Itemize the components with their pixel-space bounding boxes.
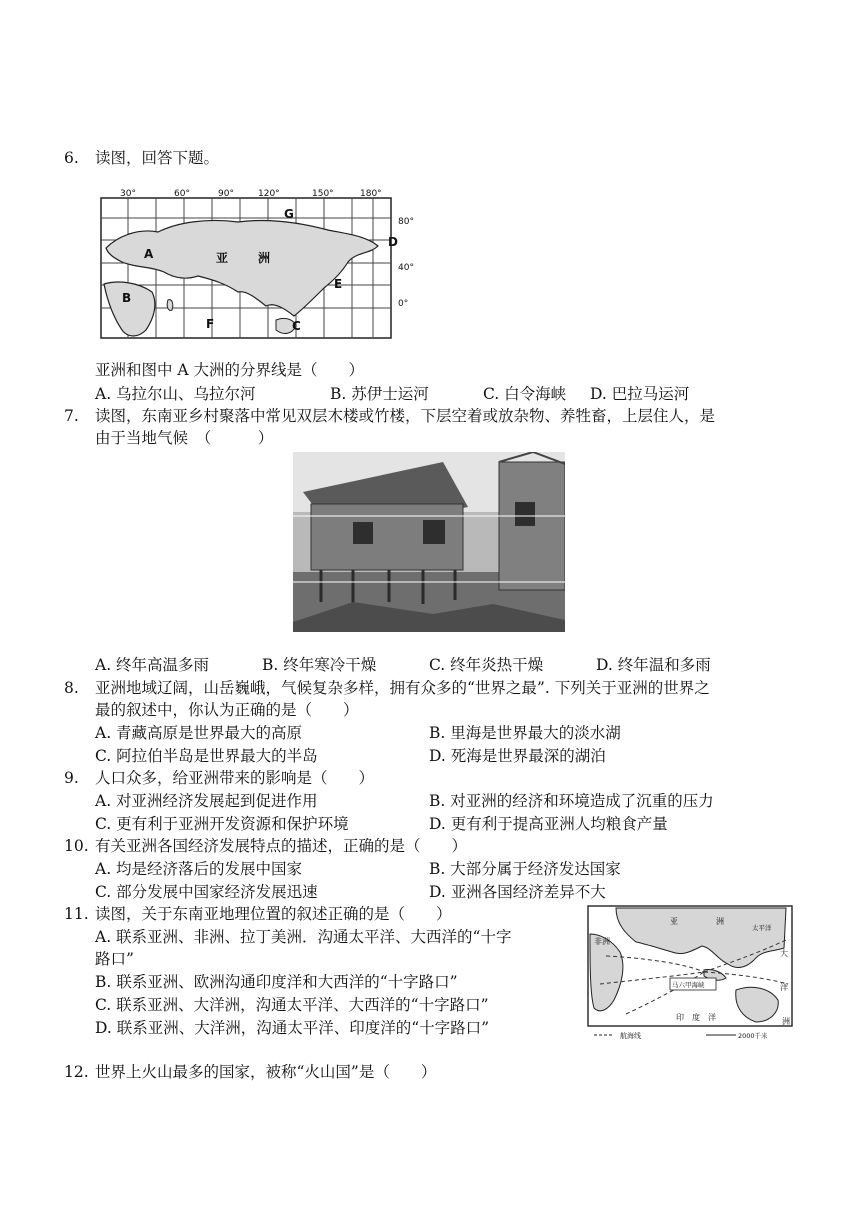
stilt-house-photo [293,452,565,632]
q10-option-a: A. 均是经济落后的发展中国家 [95,860,303,878]
q7-option-c: C. 终年炎热干燥 [429,656,544,674]
svg-text:150°: 150° [312,189,334,199]
svg-text:2000千米: 2000千米 [738,1032,768,1040]
q7-option-a: A. 终年高温多雨 [95,656,210,674]
question-7-line1: 读图，东南亚乡村聚落中常见双层木楼或竹楼，下层空着或放杂物、养牲畜，上层住人，是 [95,407,716,425]
q10-option-d: D. 亚洲各国经济差异不大 [429,883,606,901]
q8-option-d: D. 死海是世界最深的湖泊 [429,747,606,765]
svg-text:洋: 洋 [708,1013,716,1022]
q9-option-a: A. 对亚洲经济发展起到促进作用 [95,792,318,810]
svg-text:E: E [334,277,343,291]
svg-text:大: 大 [780,949,788,958]
question-9-stem: 人口众多，给亚洲带来的影响是（ ） [95,769,375,787]
svg-text:太平洋: 太平洋 [752,924,772,932]
question-6-stem: 亚洲和图中 A 大洲的分界线是（ ） [95,361,365,379]
q11-option-a-line1: A. 联系亚洲、非洲、拉丁美洲．沟通太平洋、大西洋的“十字 [95,928,512,946]
question-11-stem: 读图，关于东南亚地理位置的叙述正确的是（ ） [95,905,452,923]
q8-option-b: B. 里海是世界最大的淡水湖 [429,724,621,742]
svg-text:马六甲海峡: 马六甲海峡 [672,981,705,989]
svg-text:F: F [206,317,215,331]
svg-text:印: 印 [676,1013,684,1022]
q8-option-c: C. 阿拉伯半岛是世界最大的半岛 [95,747,318,765]
svg-text:洋: 洋 [780,983,788,992]
question-12-stem: 世界上火山最多的国家，被称“火山国”是（ ） [95,1063,437,1081]
svg-text:120°: 120° [258,189,280,199]
svg-text:180°: 180° [360,189,382,199]
svg-text:B: B [122,291,132,305]
svg-text:亚: 亚 [670,917,678,926]
q9-option-c: C. 更有利于亚洲开发资源和保护环境 [95,815,349,833]
svg-text:亚: 亚 [216,251,229,265]
q10-option-c: C. 部分发展中国家经济发展迅速 [95,883,318,901]
svg-text:非洲: 非洲 [594,937,610,946]
q7-option-b: B. 终年寒冷干燥 [262,656,377,674]
q10-option-b: B. 大部分属于经济发达国家 [429,860,621,878]
svg-text:80°: 80° [398,217,414,227]
question-6-prompt: 读图，回答下题。 [95,149,220,167]
q11-option-b: B. 联系亚洲、欧洲沟通印度洋和大西洋的“十字路口” [95,973,458,991]
svg-text:洲: 洲 [716,917,724,926]
svg-text:D: D [388,235,398,249]
svg-text:度: 度 [692,1013,700,1022]
question-8-line2: 最的叙述中，你认为正确的是（ ） [95,701,359,719]
svg-text:40°: 40° [398,263,414,273]
svg-text:A: A [144,247,154,261]
question-10-stem: 有关亚洲各国经济发展特点的描述，正确的是（ ） [95,837,468,855]
q8-option-a: A. 青藏高原是世界最大的高原 [95,724,303,742]
q6-option-c: C. 白令海峡 [483,385,567,403]
q11-option-d: D. 联系亚洲、大洋洲，沟通太平洋、印度洋的“十字路口” [95,1019,490,1037]
q11-option-a-line2: 路口” [95,950,134,968]
q6-option-a: A. 乌拉尔山、乌拉尔河 [95,385,256,403]
svg-text:60°: 60° [174,189,190,199]
svg-text:航海线: 航海线 [620,1032,641,1040]
question-11-number: 11. [64,905,89,923]
q9-option-b: B. 对亚洲的经济和环境造成了沉重的压力 [429,792,714,810]
q9-option-d: D. 更有利于提高亚洲人均粮食产量 [429,815,668,833]
question-10-number: 10. [64,837,89,855]
question-8-line1: 亚洲地域辽阔，山岳巍峨，气候复杂多样，拥有众多的“世界之最”. 下列关于亚洲的世界之 [95,679,710,697]
question-8-number: 8. [64,679,79,697]
svg-text:洲: 洲 [258,251,271,265]
q6-option-d: D. 巴拉马运河 [590,385,690,403]
question-9-number: 9. [64,769,79,787]
q7-option-d: D. 终年温和多雨 [596,656,711,674]
svg-text:30°: 30° [120,189,136,199]
question-7-number: 7. [64,407,79,425]
svg-text:洲: 洲 [782,1017,790,1026]
svg-text:90°: 90° [218,189,234,199]
svg-text:C: C [292,319,301,333]
asia-map-figure [98,188,428,340]
southeast-asia-shipping-map [586,904,796,1040]
question-7-line2: 由于当地气候 （ ） [95,429,274,447]
question-12-number: 12. [64,1063,89,1081]
q6-option-b: B. 苏伊士运河 [330,385,429,403]
question-6-number: 6. [64,149,79,167]
svg-text:0°: 0° [398,299,409,309]
svg-text:G: G [284,207,294,221]
q11-option-c: C. 联系亚洲、大洋洲，沟通太平洋、大西洋的“十字路口” [95,996,489,1014]
